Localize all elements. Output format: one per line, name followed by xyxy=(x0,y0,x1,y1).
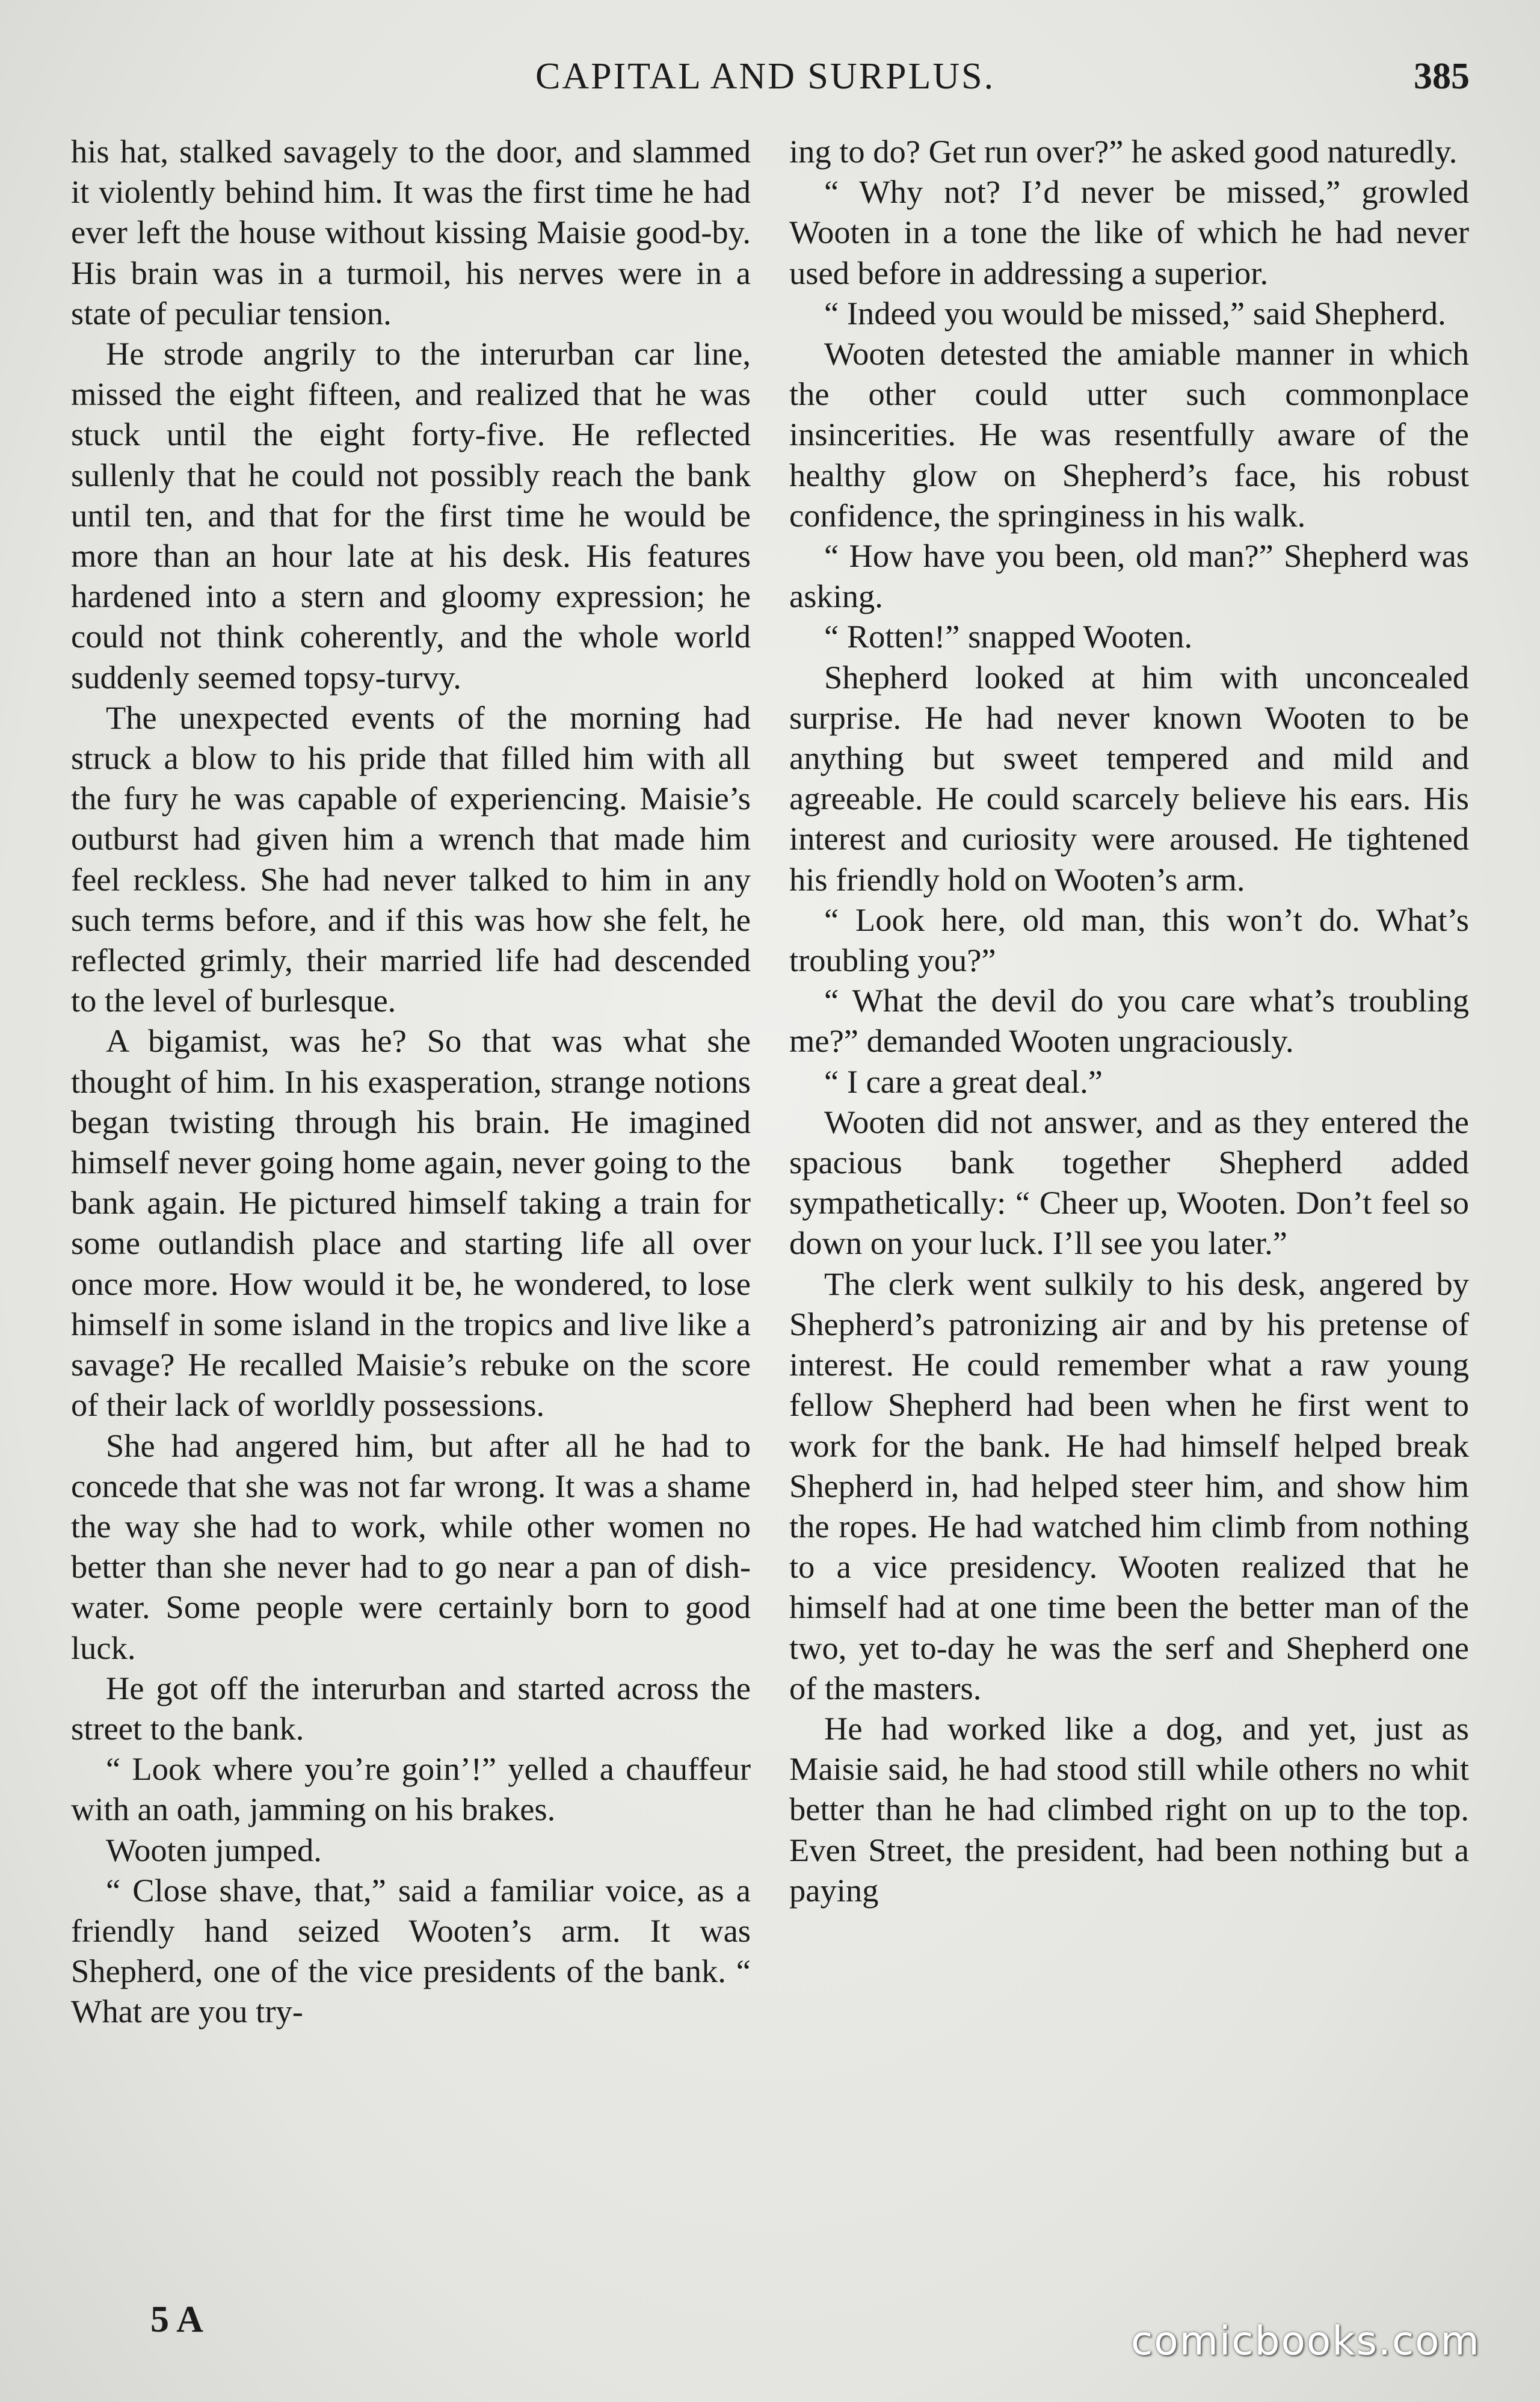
paragraph: “ Close shave, that,” said a familiar voice, as a friendly hand seized Wooten’s arm. It was Shepherd, one of the vice presidents of the bank. “ What are you try- xyxy=(71,1871,751,2030)
paragraph: Wooten did not answer, and as they entered the spacious bank together Shepherd added sympathetically: “ Cheer up, Wooten. Don’t feel so down on your luck. I’ll see you later.” xyxy=(789,1103,1469,1262)
paragraph: “ How have you been, old man?” Shepherd was asking. xyxy=(789,537,1469,615)
paragraph: The clerk went sulkily to his desk, angered by Shepherd’s patronizing air and by his pretense of interest. He could remember what a raw young fellow Shepherd had been when he first went to work for the bank. He had himself helped break Shepherd in, had helped steer him, and show him the ropes. He had watched him climb from nothing to a vice presidency. Wooten realized that he himself had at one time been the better man of the two, yet to-day he was the serf and Shepherd one of the masters. xyxy=(789,1265,1469,1706)
right-column xyxy=(789,131,1469,1910)
paragraph: “ What the devil do you care what’s troubling me?” demanded Wooten ungraciously. xyxy=(789,982,1469,1060)
paragraph: his hat, stalked savagely to the door, and slammed it violently behind him. It was the first time he had ever left the house without kissing Maisie good-by. His brain was in a turmoil, his nerves were in a state of peculiar tension. xyxy=(71,133,751,332)
left-column xyxy=(71,131,751,2032)
paragraph: She had angered him, but after all he had to concede that she was not far wrong. It was a shame the way she had to work, while other women no better than she never had to go near a pan of dish-water. Some people were certainly born to good luck. xyxy=(71,1427,751,1666)
paragraph: The unexpected events of the morning had struck a blow to his pride that filled him with all the fury he was capable of experiencing. Maisie’s outburst had given him a wrench that made him feel reckless. She had never talked to him in any such terms before, and if this was how she felt, he reflected grimly, their married life had descended to the level of burlesque. xyxy=(71,699,751,1019)
paragraph: “ Look where you’re goin’!” yelled a chauffeur with an oath, jamming on his brakes. xyxy=(71,1750,751,1828)
paragraph: “ Look here, old man, this won’t do. What’s troubling you?” xyxy=(789,901,1469,979)
signature-mark: 5 A xyxy=(150,2299,203,2340)
paragraph: He got off the interurban and started across the street to the bank. xyxy=(71,1669,751,1747)
paragraph: He had worked like a dog, and yet, just as Maisie said, he had stood still while others no whit better than he had climbed right on up to the top. Even Street, the president, had been nothing but a paying xyxy=(789,1709,1469,1909)
paragraph: “ Indeed you would be missed,” said Shepherd. xyxy=(824,294,1446,332)
paragraph: Wooten jumped. xyxy=(106,1831,322,1868)
page-number: 385 xyxy=(1414,56,1470,97)
paragraph: Shepherd looked at him with unconcealed surprise. He had never known Wooten to be anything but sweet tempered and mild and agreeable. He could scarcely believe his ears. His interest and curiosity were aroused. He tightened his friendly hold on Wooten’s arm. xyxy=(789,658,1469,898)
paragraph: “ Why not? I’d never be missed,” growled Wooten in a tone the like of which he had never used before in addressing a superior. xyxy=(789,173,1469,291)
paragraph: “ Rotten!” snapped Wooten. xyxy=(824,618,1193,655)
paragraph: He strode angrily to the interurban car line, missed the eight fifteen, and realized that he was stuck until the eight forty-five. He reflected sullenly that he could not possibly reach the bank until ten, and that for the first time he would be more than an hour late at his desk. His features hardened into a stern and gloomy expression; he could not think coherently, and the whole world suddenly seemed topsy-turvy. xyxy=(71,335,751,696)
running-title: CAPITAL AND SURPLUS. xyxy=(535,56,996,97)
running-head xyxy=(0,55,1540,103)
paragraph: A bigamist, was he? So that was what she thought of him. In his exasperation, strange notions began twisting through his brain. He imagined himself never going home again, never going to the bank again. He pictured himself taking a train for some outlandish place and starting life all over once more. How would it be, he wondered, to lose himself in some island in the tropics and live like a savage? He recalled Maisie’s rebuke on the score of their lack of worldly possessions. xyxy=(71,1022,751,1424)
watermark: comicbooks.com xyxy=(1131,2318,1480,2364)
paragraph: Wooten detested the amiable manner in which the other could utter such commonplace insincerities. He was resentfully aware of the healthy glow on Shepherd’s face, his robust confidence, the springiness in his walk. xyxy=(789,335,1469,534)
paragraph: “ I care a great deal.” xyxy=(824,1063,1103,1100)
paragraph: ing to do? Get run over?” he asked good naturedly. xyxy=(789,133,1458,170)
